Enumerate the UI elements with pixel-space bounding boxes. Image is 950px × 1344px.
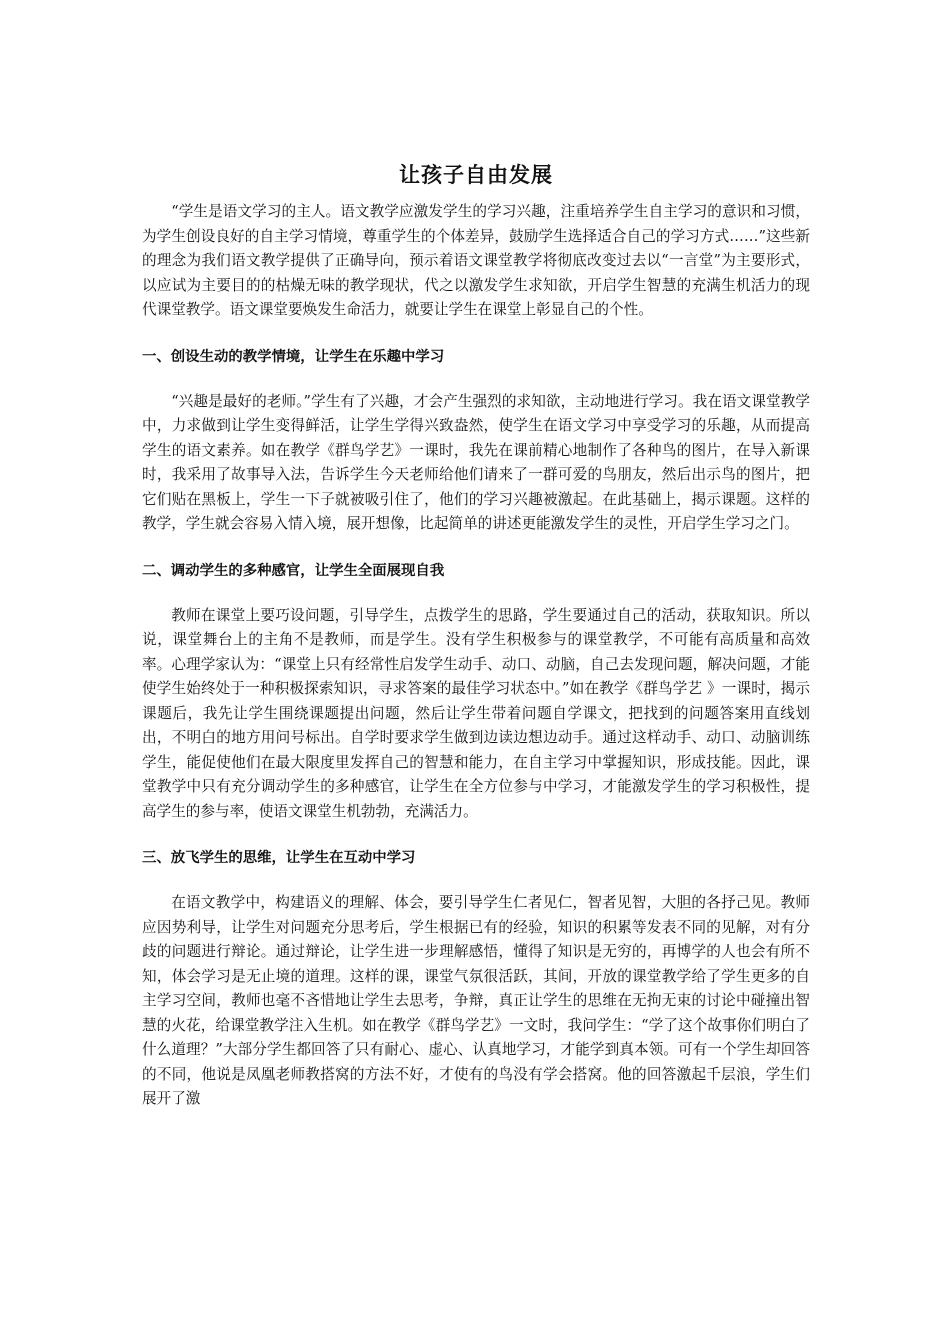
section-heading: 二、调动学生的多种感官，让学生全面展现自我 [142, 562, 445, 579]
section-3 [142, 846, 810, 1112]
section-2 [142, 559, 810, 825]
section-body: “兴趣是最好的老师。”学生有了兴趣，才会产生强烈的求知欲，主动地进行学习。我在语文课堂教学中，力求做到让学生变得鲜活，让学生学得兴致盎然，使学生在语文学习中享受学习的乐趣，从而提高学生的语文素养。如在教学《群鸟学艺》一课时，我先在课前精心地制作了各种鸟的图片，在导入新课时，我采用了故事导入法，告诉学生今天老师给他们请来了一群可爱的鸟朋友，然后出示鸟的图片，把它们贴在黑板上，学生一下子就被吸引住了，他们的学习兴趣被激起。在此基础上，揭示课题。这样的教学，学生就会容易入情入境，展开想像，比起简单的讲述更能激发学生的灵性，开启学生学习之门。 [142, 392, 810, 532]
section-1 [142, 345, 810, 537]
document-title: 让孩子自由发展 [399, 163, 553, 187]
intro-paragraph: “学生是语文学习的主人。语文教学应激发学生的学习兴趣，注重培养学生自主学习的意识和习惯，为学生创设良好的自主学习情境，尊重学生的个体差异，鼓励学生选择适合自己的学习方式……”这些新的理念为我们语文教学提供了正确导向，预示着语文课堂教学将彻底改变过去以“一言堂”为主要形式，以应试为主要目的的枯燥无味的教学现状，代之以激发学生求知欲，开启学生智慧的充满生机活力的现代课堂教学。语文课堂要焕发生命活力，就要让学生在课堂上彰显自己的个性。 [142, 203, 810, 318]
section-heading: 三、放飞学生的思维，让学生在互动中学习 [142, 850, 416, 866]
section-heading: 一、创设生动的教学情境，让学生在乐趣中学习 [142, 348, 445, 365]
section-body: 在语文教学中，构建语义的理解、体会，要引导学生仁者见仁，智者见智，大胆的各抒己见。教师应因势利导，让学生对问题充分思考后，学生根据已有的经验，知识的积累等发表不同的见解，对有分歧的问题进行辩论。通过辩论，让学生进一步理解感悟，懂得了知识是无穷的，再博学的人也会有所不知，体会学习是无止境的道理。这样的课，课堂气氛很活跃，其间，开放的课堂教学给了学生更多的自主学习空间，教师也毫不吝惜地让学生去思考，争辩，真正让学生的思维在无拘无束的讨论中碰撞出智慧的火花，给课堂教学注入生机。如在教学《群鸟学艺》一文时，我问学生：“学了这个故事你们明白了什么道理？”大部分学生都回答了只有耐心、虚心、认真地学习，才能学到真本领。可有一个学生却回答的不同，他说是凤凰老师教搭窝的方法不好，才使有的鸟没有学会搭窝。他的回答激起千层浪，学生们展开了激 [142, 894, 810, 1107]
document-page [142, 160, 810, 1112]
section-body: 教师在课堂上要巧设问题，引导学生，点拨学生的思路，学生要通过自己的活动，获取知识。所以说，课堂舞台上的主角不是教师，而是学生。没有学生积极参与的课堂教学，不可能有高质量和高效率。心理学家认为：“课堂上只有经常性启发学生动手、动口、动脑，自己去发现问题，解决问题，才能使学生始终处于一种积极探索知识，寻求答案的最佳学习状态中。”如在教学《群鸟学艺 》一课时，揭示课题后，我先让学生围绕课题提出问题，然后让学生带着问题自学课文，把找到的问题答案用直线划出，不明白的地方用问号标出。自学时要求学生做到边读边想边动手。通过这样动手、动口、动脑训练学生，能促使他们在最大限度里发挥自己的智慧和能力，在自主学习中掌握知识，形成技能。因此，课堂教学中只有充分调动学生的多种感官，让学生在全方位参与中学习，才能激发学生的学习积极性，提高学生的参与率，使语文课堂生机勃勃，充满活力。 [142, 606, 810, 820]
